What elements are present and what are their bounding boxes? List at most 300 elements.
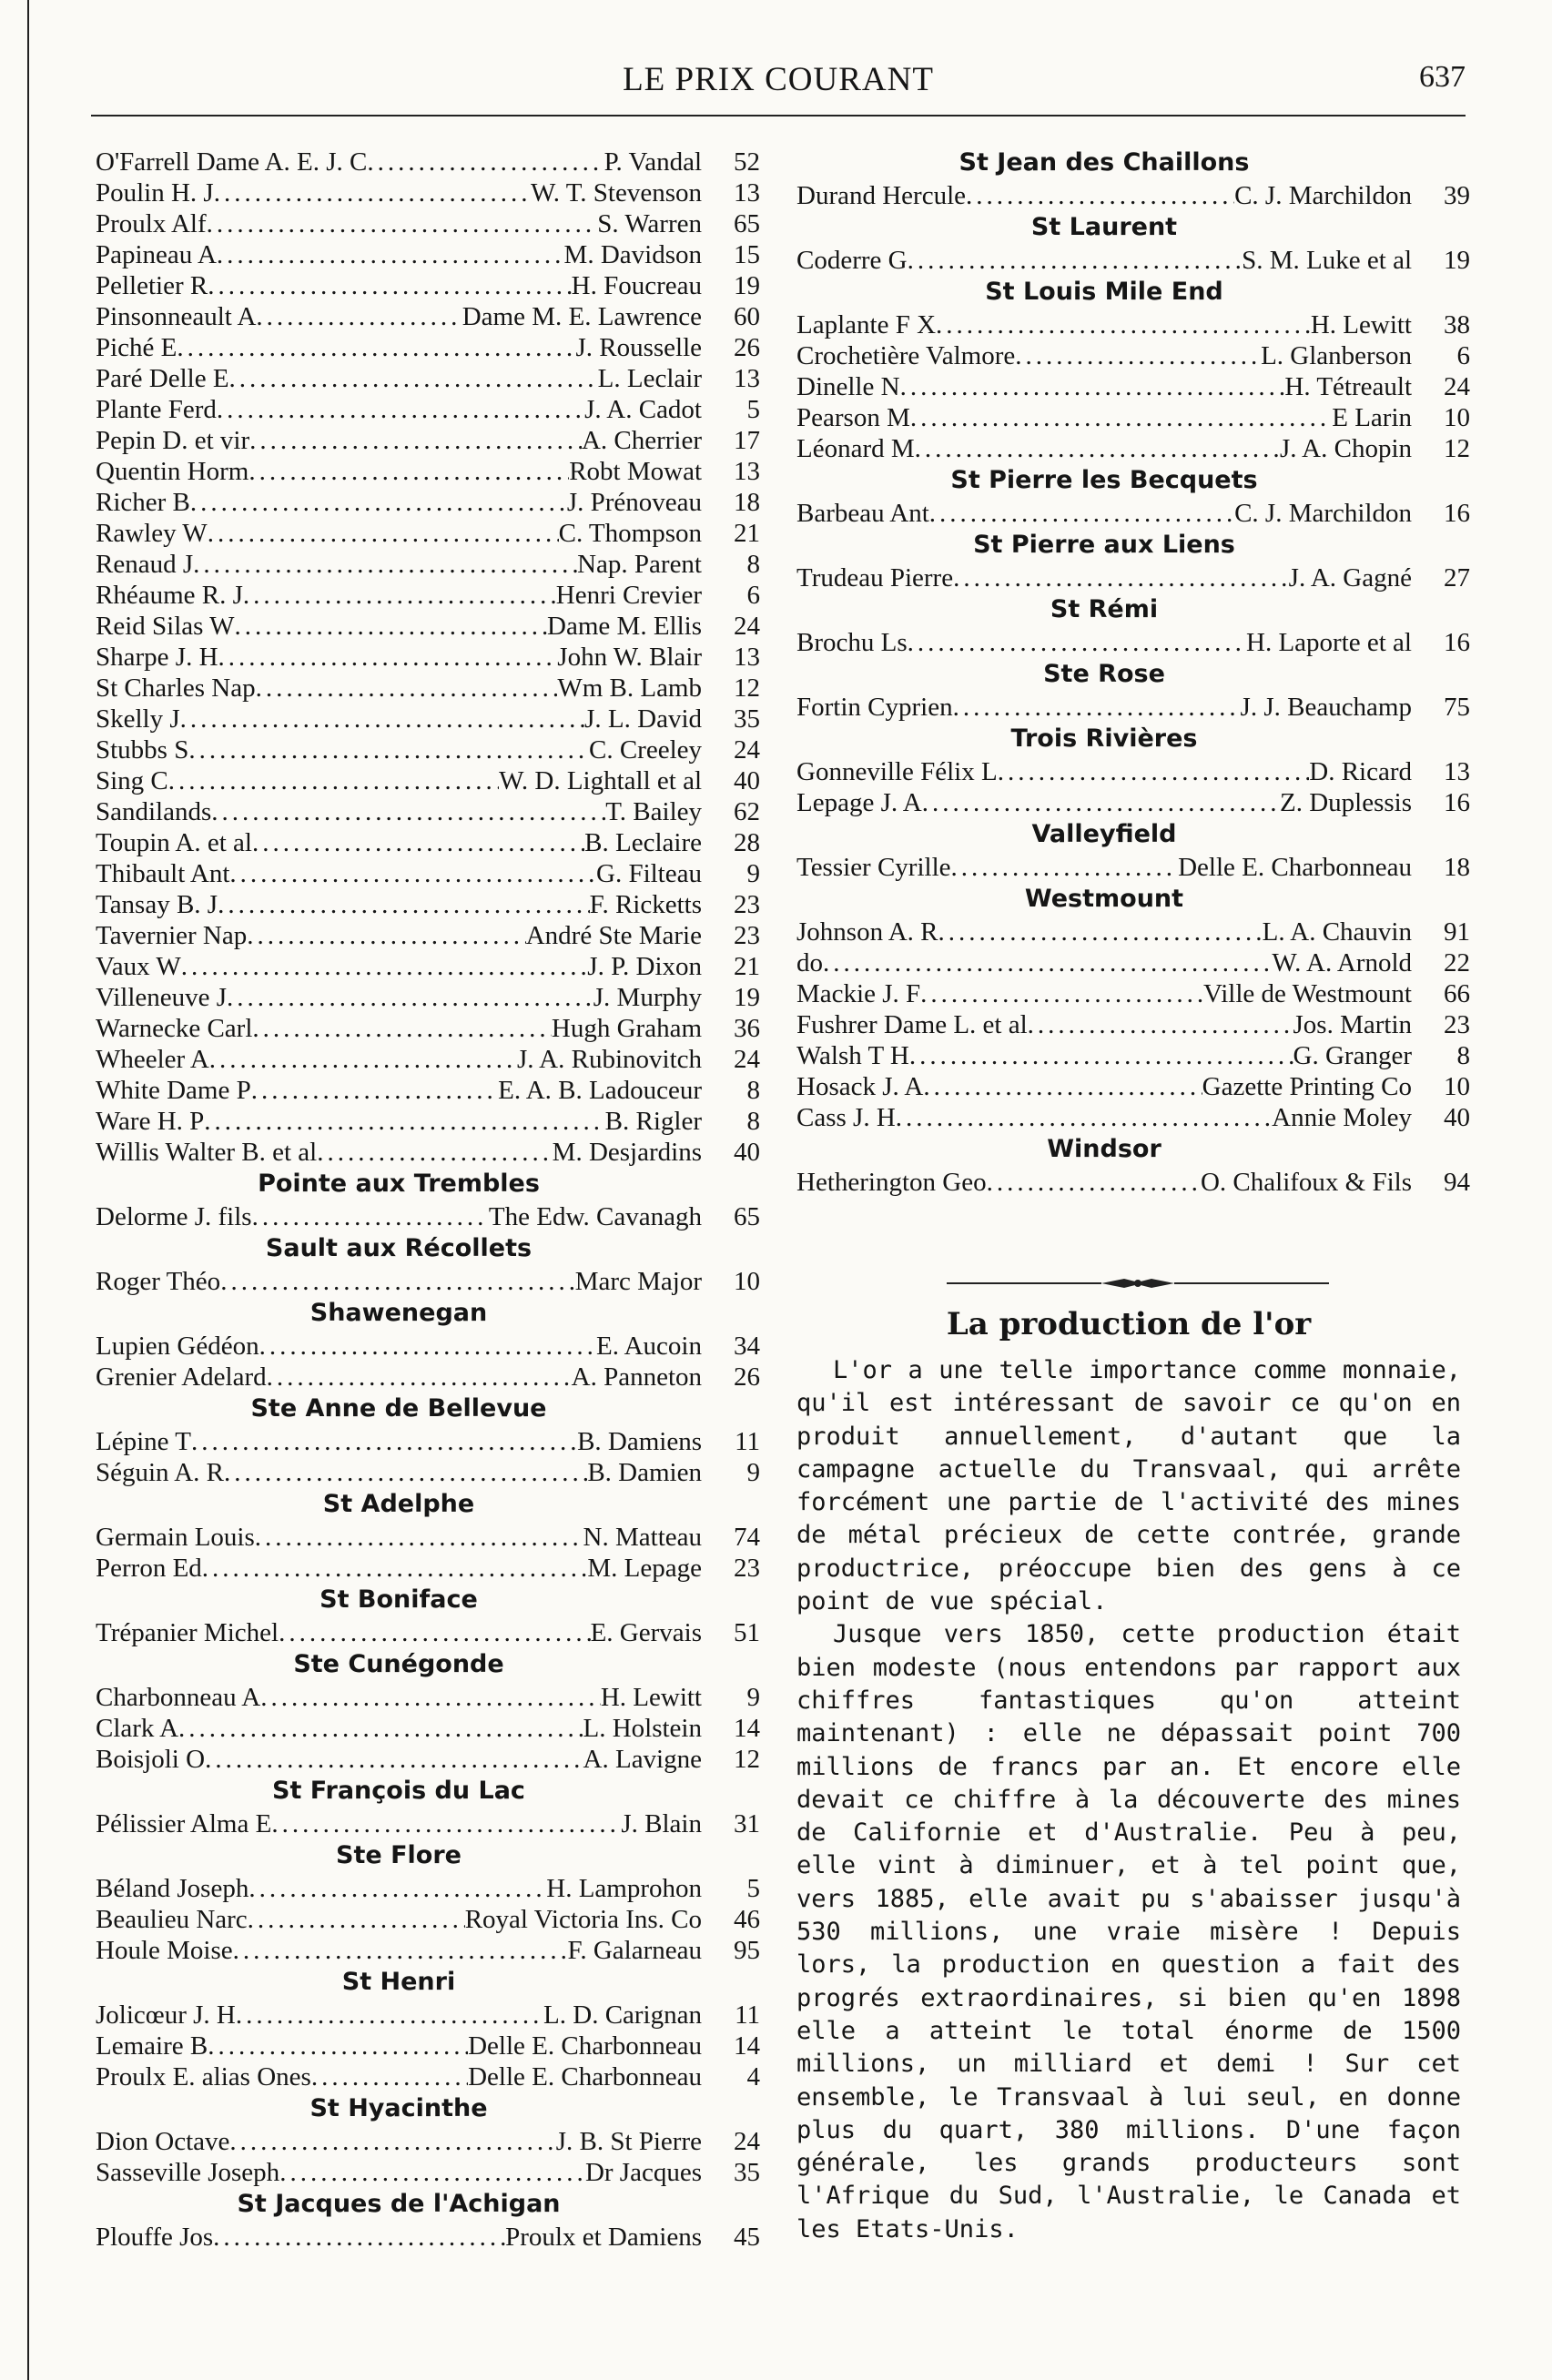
leader-dots <box>908 628 1246 657</box>
page-title: LE PRIX COURANT <box>623 61 934 98</box>
list-item <box>96 1934 760 1965</box>
list-item <box>96 950 760 981</box>
place-heading: St Pierre aux Liens <box>973 531 1235 559</box>
entry-number: 8 <box>746 550 760 579</box>
right-column <box>796 146 1470 1197</box>
leader-dots <box>180 704 584 734</box>
leader-dots <box>279 1618 591 1647</box>
list-item <box>96 826 760 857</box>
debtor-name: Laplante F X <box>796 310 937 339</box>
debtor-name: Stubbs S <box>96 735 189 765</box>
creditor-name: A. Lavigne <box>583 1745 702 1774</box>
list-item <box>96 981 760 1012</box>
debtor-name: Rawley W <box>96 519 208 548</box>
page-number: 637 <box>1419 60 1466 94</box>
entry-number: 24 <box>1444 372 1470 401</box>
leader-dots <box>279 2158 585 2187</box>
list-item <box>796 432 1470 463</box>
leader-dots <box>260 1683 601 1712</box>
list-item <box>96 146 760 177</box>
debtor-name: Roger Théo <box>96 1267 221 1296</box>
entry-number: 35 <box>734 704 760 734</box>
list-item <box>96 919 760 950</box>
list-item <box>96 393 760 424</box>
debtor-name: Fushrer Dame L. et al <box>796 1010 1028 1039</box>
entry-number: 51 <box>734 1618 760 1647</box>
place-heading: St Boniface <box>320 1585 478 1614</box>
entry-number: 23 <box>734 890 760 919</box>
leader-dots <box>317 1138 552 1167</box>
entry-number: 28 <box>734 828 760 857</box>
creditor-name: H. Laporte et al <box>1246 628 1412 657</box>
debtor-name: Perron Ed <box>96 1554 202 1583</box>
debtor-name: Trudeau Pierre <box>796 563 954 592</box>
creditor-name: Henri Crevier <box>555 581 702 610</box>
creditor-name: Gazette Printing Co <box>1202 1072 1412 1101</box>
place-heading: Ste Flore <box>336 1841 462 1869</box>
creditor-name: C. Creeley <box>588 735 702 765</box>
debtor-name: Tansay B. J <box>96 890 218 919</box>
entry-number: 10 <box>734 1267 760 1296</box>
entry-number: 27 <box>1444 563 1470 592</box>
entry-number: 13 <box>734 364 760 393</box>
leader-dots <box>909 1041 1293 1070</box>
list-item <box>96 888 760 919</box>
entry-number: 13 <box>1444 757 1470 786</box>
creditor-name: N. Matteau <box>583 1523 702 1552</box>
list-item <box>96 1105 760 1136</box>
debtor-name: Mackie J. F <box>796 979 921 1008</box>
list-item <box>96 1074 760 1105</box>
leader-dots <box>987 1168 1201 1197</box>
leader-dots <box>256 673 558 703</box>
place-heading: St Jean des Chaillons <box>959 148 1250 177</box>
list-item <box>796 179 1470 210</box>
debtor-name: Sasseville Joseph <box>96 2158 280 2187</box>
debtor-name: St Charles Nap <box>96 673 256 703</box>
article-paragraph: L'or a une telle importance comme monnaie, qu'il est intéressant de savoir ce qu'on en produit annuellement, d'autant que la campagne actuelle du Transvaal, qui arrête forcément une partie de l'activité des mines de métal précieux de cette contrée, grande productrice, préoccupe bien des gens à ce point de vue spécial. <box>796 1356 1461 1616</box>
leader-dots <box>966 181 1234 210</box>
debtor-name: Crochetière Valmore <box>796 341 1016 370</box>
leader-dots <box>243 581 556 610</box>
entry-number: 16 <box>1444 499 1470 528</box>
list-item <box>96 1552 760 1583</box>
leader-dots <box>233 1936 568 1965</box>
creditor-name: C. J. Marchildon <box>1234 181 1412 210</box>
entry-number: 66 <box>1444 979 1470 1008</box>
leader-dots <box>229 859 596 888</box>
list-item <box>96 455 760 486</box>
debtor-name: Charbonneau A <box>96 1683 261 1712</box>
list-item <box>96 1012 760 1043</box>
debtor-name: Skelly J <box>96 704 180 734</box>
leader-dots <box>249 426 582 455</box>
creditor-name: S. Warren <box>597 209 702 238</box>
list-item <box>796 1166 1470 1197</box>
leader-dots <box>936 310 1311 339</box>
list-item <box>96 610 760 641</box>
list-item <box>796 626 1470 657</box>
entry-number: 10 <box>1444 403 1470 432</box>
list-item <box>96 238 760 269</box>
list-item <box>796 562 1470 592</box>
place-heading: Valleyfield <box>1031 820 1177 848</box>
leader-dots <box>998 757 1310 786</box>
entry-number: 8 <box>1456 1041 1470 1070</box>
creditor-name: Marc Major <box>574 1267 702 1296</box>
list-item <box>96 1999 760 2030</box>
creditor-name: Dr Jacques <box>584 2158 702 2187</box>
list-item <box>96 1712 760 1743</box>
debtor-name: Quentin Horm <box>96 457 249 486</box>
debtor-name: White Dame P <box>96 1076 251 1105</box>
article-title: La production de l'or <box>946 1306 1312 1342</box>
leader-dots <box>218 890 590 919</box>
creditor-name: M. Davidson <box>563 240 702 269</box>
list-item <box>96 269 760 300</box>
debtor-name: Villeneuve J <box>96 983 228 1012</box>
list-item <box>796 1008 1470 1039</box>
creditor-name: D. Ricard <box>1309 757 1412 786</box>
entry-number: 65 <box>734 1202 760 1231</box>
debtor-name: Ware H. P <box>96 1107 205 1136</box>
leader-dots <box>259 1332 596 1361</box>
creditor-name: S. M. Luke et al <box>1242 246 1412 275</box>
creditor-name: André Ste Marie <box>525 921 702 950</box>
creditor-name: H. Lamprohon <box>546 1874 702 1903</box>
leader-dots <box>922 788 1280 817</box>
leader-dots <box>208 519 559 548</box>
creditor-name: T. Bailey <box>605 797 702 826</box>
leader-dots <box>908 246 1243 275</box>
list-item <box>96 177 760 208</box>
leader-dots <box>168 766 499 795</box>
debtor-name: Paré Delle E <box>96 364 229 393</box>
creditor-name: A. Panneton <box>571 1362 702 1392</box>
leader-dots <box>211 797 605 826</box>
list-item <box>796 916 1470 947</box>
creditor-name: J. P. Dixon <box>587 952 702 981</box>
place-heading: Sault aux Récollets <box>265 1234 533 1262</box>
list-item <box>796 1039 1470 1070</box>
entry-number: 52 <box>734 147 760 177</box>
creditor-name: H. Tétreault <box>1284 372 1412 401</box>
list-item <box>96 734 760 765</box>
leader-dots <box>202 1554 588 1583</box>
entry-number: 18 <box>1444 853 1470 882</box>
list-item <box>96 1200 760 1231</box>
entry-number: 74 <box>734 1523 760 1552</box>
list-item <box>96 641 760 672</box>
creditor-name: J. A. Chopin <box>1279 434 1412 463</box>
creditor-name: J. Blain <box>621 1809 702 1838</box>
entry-number: 19 <box>1444 246 1470 275</box>
leader-dots <box>208 2031 468 2061</box>
leader-dots <box>920 979 1203 1008</box>
debtor-name: Willis Walter B. et al <box>96 1138 318 1167</box>
debtor-name: Pélissier Alma E <box>96 1809 272 1838</box>
list-item <box>96 1136 760 1167</box>
list-item <box>96 1361 760 1392</box>
leader-dots <box>251 1076 498 1105</box>
debtor-name: Lépine T <box>96 1427 191 1456</box>
leader-dots <box>181 952 588 981</box>
creditor-name: Robt Mowat <box>569 457 702 486</box>
debtor-name: Johnson A. R <box>796 917 938 947</box>
leader-dots <box>208 271 571 300</box>
debtor-name: O'Farrell Dame A. E. J. C <box>96 147 368 177</box>
leader-dots <box>220 1267 575 1296</box>
creditor-name: J. J. Beauchamp <box>1240 693 1412 722</box>
creditor-name: Ville de Westmount <box>1203 979 1412 1008</box>
list-item <box>796 1101 1470 1132</box>
entry-number: 11 <box>735 2000 760 2030</box>
leader-dots <box>248 1905 465 1934</box>
entry-number: 16 <box>1444 788 1470 817</box>
leader-dots <box>235 612 548 641</box>
creditor-name: E. A. B. Ladouceur <box>498 1076 702 1105</box>
debtor-name: Rhéaume R. J <box>96 581 243 610</box>
list-item <box>96 795 760 826</box>
leader-dots <box>953 563 1289 592</box>
leader-dots <box>207 209 598 238</box>
entry-number: 34 <box>734 1332 760 1361</box>
debtor-name: Léonard M <box>796 434 915 463</box>
creditor-name: B. Rigler <box>604 1107 702 1136</box>
debtor-name: Hetherington Geo <box>796 1168 987 1197</box>
debtor-name: Hosack J. A <box>796 1072 924 1101</box>
creditor-name: J. Rousselle <box>575 333 702 362</box>
list-item <box>796 370 1470 401</box>
header-rule <box>91 115 1466 116</box>
debtor-name: Lemaire B <box>96 2031 208 2061</box>
leader-dots <box>191 1427 577 1456</box>
entry-number: 46 <box>734 1905 760 1934</box>
debtor-name: Lupien Gédéon <box>96 1332 259 1361</box>
leader-dots <box>910 403 1332 432</box>
entry-number: 13 <box>734 457 760 486</box>
list-item <box>96 857 760 888</box>
creditor-name: The Edw. Cavanagh <box>488 1202 702 1231</box>
debtor-name: Pearson M <box>796 403 910 432</box>
leader-dots <box>188 735 589 765</box>
debtor-name: Plante Ferd <box>96 395 217 424</box>
debtor-name: Dinelle N <box>796 372 900 401</box>
entry-number: 9 <box>746 1458 760 1487</box>
list-item <box>96 486 760 517</box>
place-heading: St Hyacinthe <box>309 2094 488 2122</box>
leader-dots <box>255 1523 583 1552</box>
list-item <box>796 786 1470 817</box>
debtor-name: Séguin A. R <box>96 1458 224 1487</box>
list-item <box>796 1070 1470 1101</box>
leader-dots <box>938 917 1263 947</box>
entry-number: 45 <box>734 2223 760 2252</box>
creditor-name: J. Murphy <box>593 983 702 1012</box>
leader-dots <box>178 1714 583 1743</box>
debtor-name: Wheeler A <box>96 1045 209 1074</box>
list-item <box>96 331 760 362</box>
creditor-name: L. D. Carignan <box>543 2000 702 2030</box>
debtor-name: Germain Louis <box>96 1523 255 1552</box>
list-item <box>96 2221 760 2252</box>
entry-number: 94 <box>1444 1168 1470 1197</box>
entry-number: 26 <box>734 333 760 362</box>
leader-dots <box>915 434 1280 463</box>
leader-dots <box>193 550 577 579</box>
list-item <box>796 401 1470 432</box>
list-item <box>96 1681 760 1712</box>
place-heading: Ste Cunégonde <box>293 1650 504 1678</box>
leader-dots <box>1015 341 1261 370</box>
section-ornament <box>947 1279 1329 1288</box>
list-item <box>96 1743 760 1774</box>
list-item <box>96 1903 760 1934</box>
creditor-name: E. Aucoin <box>596 1332 702 1361</box>
debtor-name: Pelletier R <box>96 271 208 300</box>
creditor-name: Annie Moley <box>1272 1103 1412 1132</box>
creditor-name: F. Ricketts <box>589 890 702 919</box>
entry-number: 8 <box>746 1107 760 1136</box>
entry-number: 23 <box>1444 1010 1470 1039</box>
list-item <box>796 309 1470 339</box>
entry-number: 31 <box>734 1809 760 1838</box>
entry-number: 13 <box>734 178 760 208</box>
entry-number: 23 <box>734 1554 760 1583</box>
list-item <box>96 1043 760 1074</box>
debtor-name: Boisjoli O <box>96 1745 206 1774</box>
creditor-name: B. Damien <box>587 1458 702 1487</box>
creditor-name: M. Lepage <box>587 1554 702 1583</box>
leader-dots <box>252 1202 489 1231</box>
creditor-name: Delle E. Charbonneau <box>468 2062 702 2091</box>
entry-number: 10 <box>1444 1072 1470 1101</box>
list-item <box>796 497 1470 528</box>
creditor-name: A. Cherrier <box>581 426 702 455</box>
entry-number: 6 <box>746 581 760 610</box>
leader-dots <box>229 2127 555 2156</box>
creditor-name: J. B. St Pierre <box>555 2127 702 2156</box>
entry-number: 23 <box>734 921 760 950</box>
debtor-name: Reid Silas W <box>96 612 235 641</box>
list-item <box>96 208 760 238</box>
entry-number: 8 <box>746 1076 760 1105</box>
debtor-name: Clark A <box>96 1714 179 1743</box>
entry-number: 24 <box>734 735 760 765</box>
creditor-name: Dame M. E. Lawrence <box>462 302 702 331</box>
debtor-name: Vaux W <box>96 952 181 981</box>
debtor-name: Papineau A <box>96 240 217 269</box>
leader-dots <box>229 364 598 393</box>
entry-number: 21 <box>734 952 760 981</box>
place-heading: St Louis Mile End <box>985 278 1223 306</box>
entry-number: 40 <box>734 766 760 795</box>
creditor-name: Z. Duplessis <box>1280 788 1412 817</box>
entry-number: 4 <box>746 2062 760 2091</box>
creditor-name: P. Vandal <box>604 147 702 177</box>
entry-number: 13 <box>734 643 760 672</box>
creditor-name: W. D. Lightall et al <box>499 766 702 795</box>
entry-number: 38 <box>1444 310 1470 339</box>
entry-number: 9 <box>746 859 760 888</box>
debtor-name: Cass J. H <box>796 1103 896 1132</box>
entry-number: 36 <box>734 1014 760 1043</box>
creditor-name: Proulx et Damiens <box>505 2223 702 2252</box>
leader-dots <box>929 499 1234 528</box>
creditor-name: Wm B. Lamb <box>557 673 702 703</box>
debtor-name: Pinsonneault A <box>96 302 257 331</box>
leader-dots <box>214 178 531 208</box>
leader-dots <box>217 395 584 424</box>
debtor-name: Pepin D. et vir <box>96 426 250 455</box>
entry-number: 26 <box>734 1362 760 1392</box>
entry-number: 6 <box>1456 341 1470 370</box>
entry-number: 18 <box>734 488 760 517</box>
leader-dots <box>217 240 564 269</box>
creditor-name: L. Leclair <box>597 364 702 393</box>
leader-dots <box>900 372 1285 401</box>
place-heading: St Jacques de l'Achigan <box>237 2190 561 2218</box>
entry-number: 75 <box>1444 693 1470 722</box>
leader-dots <box>236 2000 543 2030</box>
leader-dots <box>267 1362 572 1392</box>
leader-dots <box>218 643 558 672</box>
left-column <box>96 146 760 2252</box>
leader-dots <box>249 457 569 486</box>
entry-number: 11 <box>735 1427 760 1456</box>
creditor-name: C. Thompson <box>558 519 702 548</box>
creditor-name: J. A. Cadot <box>584 395 702 424</box>
debtor-name: Sandilands <box>96 797 212 826</box>
leader-dots <box>1028 1010 1293 1039</box>
entry-number: 14 <box>734 2031 760 2061</box>
creditor-name: Delle E. Charbonneau <box>1178 853 1412 882</box>
leader-dots <box>190 488 567 517</box>
creditor-name: H. Lewitt <box>600 1683 702 1712</box>
creditor-name: J. L. David <box>584 704 702 734</box>
creditor-name: H. Lewitt <box>1310 310 1412 339</box>
list-item <box>96 1872 760 1903</box>
place-heading: St Rémi <box>1050 595 1159 623</box>
list-item <box>96 548 760 579</box>
debtor-name: Walsh T H <box>796 1041 909 1070</box>
creditor-name: John W. Blair <box>557 643 702 672</box>
debtor-name: Gonneville Félix L <box>796 757 998 786</box>
creditor-name: B. Damiens <box>577 1427 702 1456</box>
creditor-name: C. J. Marchildon <box>1234 499 1412 528</box>
entry-number: 12 <box>734 1745 760 1774</box>
debtor-name: Beaulieu Narc <box>96 1905 248 1934</box>
place-heading: Ste Anne de Bellevue <box>250 1394 547 1423</box>
debtor-name: Thibault Ant <box>96 859 230 888</box>
leader-dots <box>204 1107 604 1136</box>
creditor-name: W. T. Stevenson <box>531 178 702 208</box>
article-body <box>796 1354 1461 2246</box>
debtor-name: Sharpe J. H <box>96 643 218 672</box>
debtor-name: Béland Joseph <box>96 1874 249 1903</box>
list-item <box>96 2125 760 2156</box>
leader-dots <box>953 693 1241 722</box>
debtor-name: Trépanier Michel <box>96 1618 279 1647</box>
creditor-name: F. Galarneau <box>567 1936 702 1965</box>
entry-number: 16 <box>1444 628 1470 657</box>
list-item <box>96 1616 760 1647</box>
place-heading: St François du Lac <box>272 1777 525 1805</box>
list-item <box>796 755 1470 786</box>
entry-number: 24 <box>734 1045 760 1074</box>
list-item <box>96 2030 760 2061</box>
place-heading: Westmount <box>1024 885 1184 913</box>
